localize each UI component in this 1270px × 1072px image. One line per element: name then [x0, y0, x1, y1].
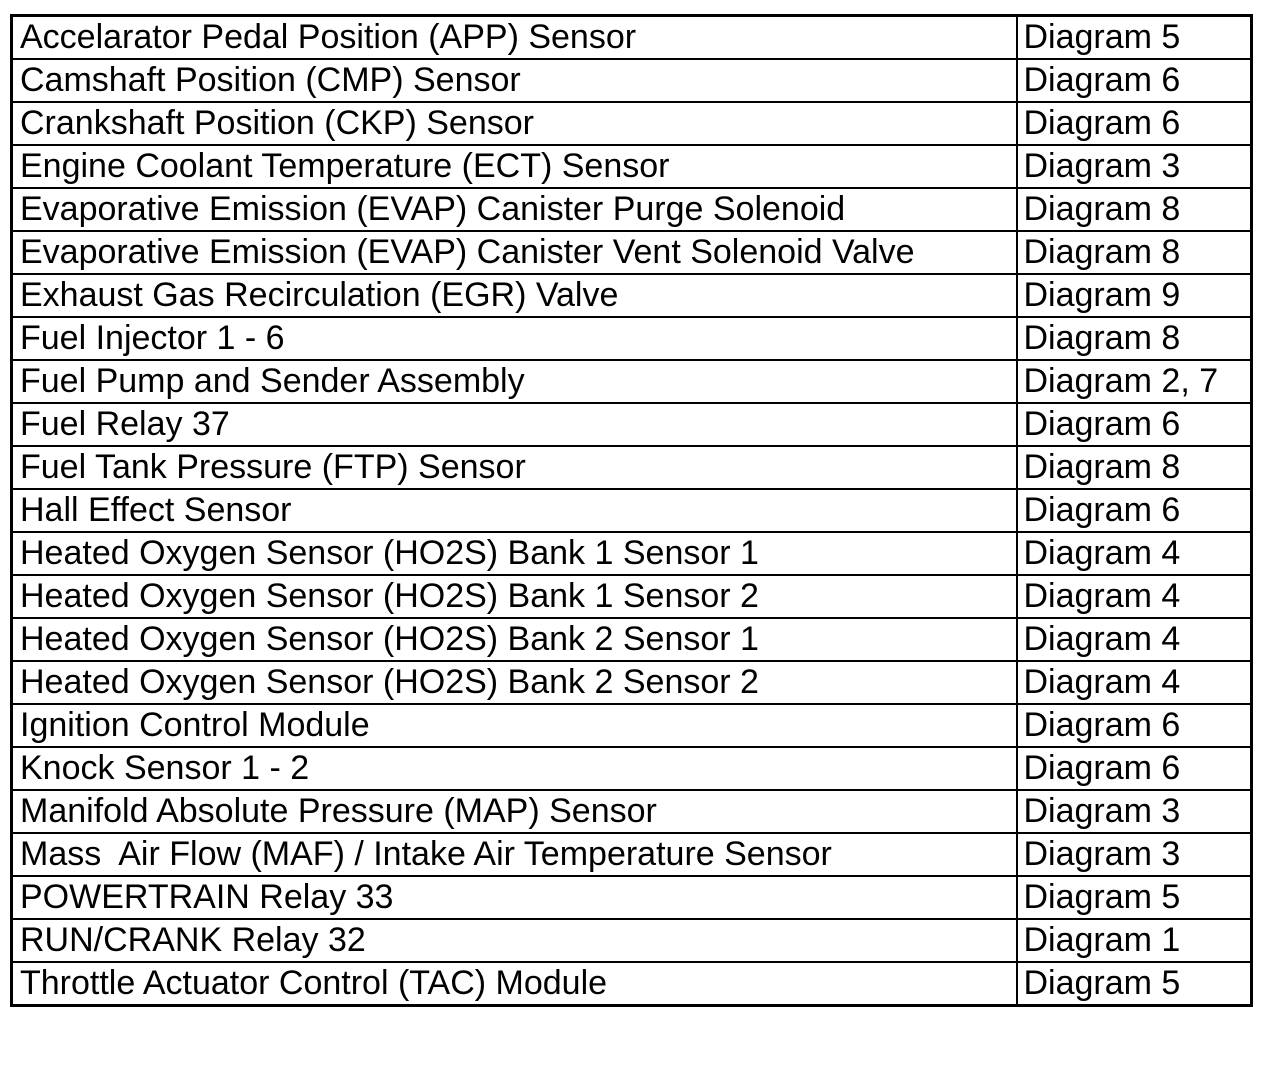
component-name-cell: Crankshaft Position (CKP) Sensor [12, 102, 1017, 145]
table-row [12, 446, 1252, 489]
diagram-reference-cell: Diagram 6 [1017, 59, 1252, 102]
table-row [12, 962, 1252, 1006]
component-name-cell: Exhaust Gas Recirculation (EGR) Valve [12, 274, 1017, 317]
table-row [12, 59, 1252, 102]
diagram-reference-cell: Diagram 6 [1017, 704, 1252, 747]
component-name-cell: Manifold Absolute Pressure (MAP) Sensor [12, 790, 1017, 833]
table-row [12, 532, 1252, 575]
diagram-reference-cell: Diagram 8 [1017, 446, 1252, 489]
diagram-reference-cell: Diagram 8 [1017, 188, 1252, 231]
diagram-reference-cell: Diagram 5 [1017, 962, 1252, 1006]
table-row [12, 833, 1252, 876]
table-row [12, 145, 1252, 188]
table-body [12, 16, 1252, 1006]
diagram-reference-cell: Diagram 9 [1017, 274, 1252, 317]
diagram-reference-cell: Diagram 2, 7 [1017, 360, 1252, 403]
diagram-reference-cell: Diagram 4 [1017, 575, 1252, 618]
diagram-reference-cell: Diagram 4 [1017, 618, 1252, 661]
diagram-reference-cell: Diagram 4 [1017, 661, 1252, 704]
component-name-cell: Heated Oxygen Sensor (HO2S) Bank 1 Sensor 1 [12, 532, 1017, 575]
table-row [12, 790, 1252, 833]
table-row [12, 876, 1252, 919]
table-row [12, 360, 1252, 403]
component-name-cell: Heated Oxygen Sensor (HO2S) Bank 2 Sensor 2 [12, 661, 1017, 704]
diagram-reference-cell: Diagram 8 [1017, 231, 1252, 274]
component-name-cell: Heated Oxygen Sensor (HO2S) Bank 2 Sensor 1 [12, 618, 1017, 661]
table-row [12, 231, 1252, 274]
component-name-cell: Fuel Pump and Sender Assembly [12, 360, 1017, 403]
table-row [12, 919, 1252, 962]
component-name-cell: Knock Sensor 1 - 2 [12, 747, 1017, 790]
component-name-cell: RUN/CRANK Relay 32 [12, 919, 1017, 962]
table-row [12, 747, 1252, 790]
component-name-cell: Fuel Tank Pressure (FTP) Sensor [12, 446, 1017, 489]
table-row [12, 403, 1252, 446]
diagram-reference-cell: Diagram 6 [1017, 747, 1252, 790]
table-row [12, 704, 1252, 747]
diagram-reference-cell: Diagram 6 [1017, 102, 1252, 145]
table-row [12, 274, 1252, 317]
component-name-cell: Camshaft Position (CMP) Sensor [12, 59, 1017, 102]
component-name-cell: Evaporative Emission (EVAP) Canister Vent Solenoid Valve [12, 231, 1017, 274]
diagram-reference-cell: Diagram 8 [1017, 317, 1252, 360]
diagram-reference-cell: Diagram 5 [1017, 876, 1252, 919]
component-name-cell: Engine Coolant Temperature (ECT) Sensor [12, 145, 1017, 188]
diagram-reference-cell: Diagram 3 [1017, 145, 1252, 188]
component-name-cell: Fuel Injector 1 - 6 [12, 317, 1017, 360]
component-name-cell: POWERTRAIN Relay 33 [12, 876, 1017, 919]
table-row [12, 661, 1252, 704]
component-name-cell: Mass Air Flow (MAF) / Intake Air Temperature Sensor [12, 833, 1017, 876]
component-name-cell: Accelarator Pedal Position (APP) Sensor [12, 16, 1017, 60]
table-row [12, 102, 1252, 145]
component-name-cell: Heated Oxygen Sensor (HO2S) Bank 1 Sensor 2 [12, 575, 1017, 618]
diagram-reference-cell: Diagram 1 [1017, 919, 1252, 962]
component-name-cell: Evaporative Emission (EVAP) Canister Purge Solenoid [12, 188, 1017, 231]
table-row [12, 188, 1252, 231]
diagram-reference-cell: Diagram 6 [1017, 489, 1252, 532]
table-row [12, 317, 1252, 360]
component-diagram-table [10, 14, 1253, 1007]
component-name-cell: Throttle Actuator Control (TAC) Module [12, 962, 1017, 1006]
table-row [12, 575, 1252, 618]
diagram-reference-cell: Diagram 5 [1017, 16, 1252, 60]
diagram-reference-cell: Diagram 6 [1017, 403, 1252, 446]
table-row [12, 489, 1252, 532]
diagram-reference-cell: Diagram 3 [1017, 833, 1252, 876]
diagram-reference-cell: Diagram 3 [1017, 790, 1252, 833]
table-row [12, 16, 1252, 60]
component-name-cell: Ignition Control Module [12, 704, 1017, 747]
component-name-cell: Fuel Relay 37 [12, 403, 1017, 446]
table-row [12, 618, 1252, 661]
diagram-reference-cell: Diagram 4 [1017, 532, 1252, 575]
component-name-cell: Hall Effect Sensor [12, 489, 1017, 532]
